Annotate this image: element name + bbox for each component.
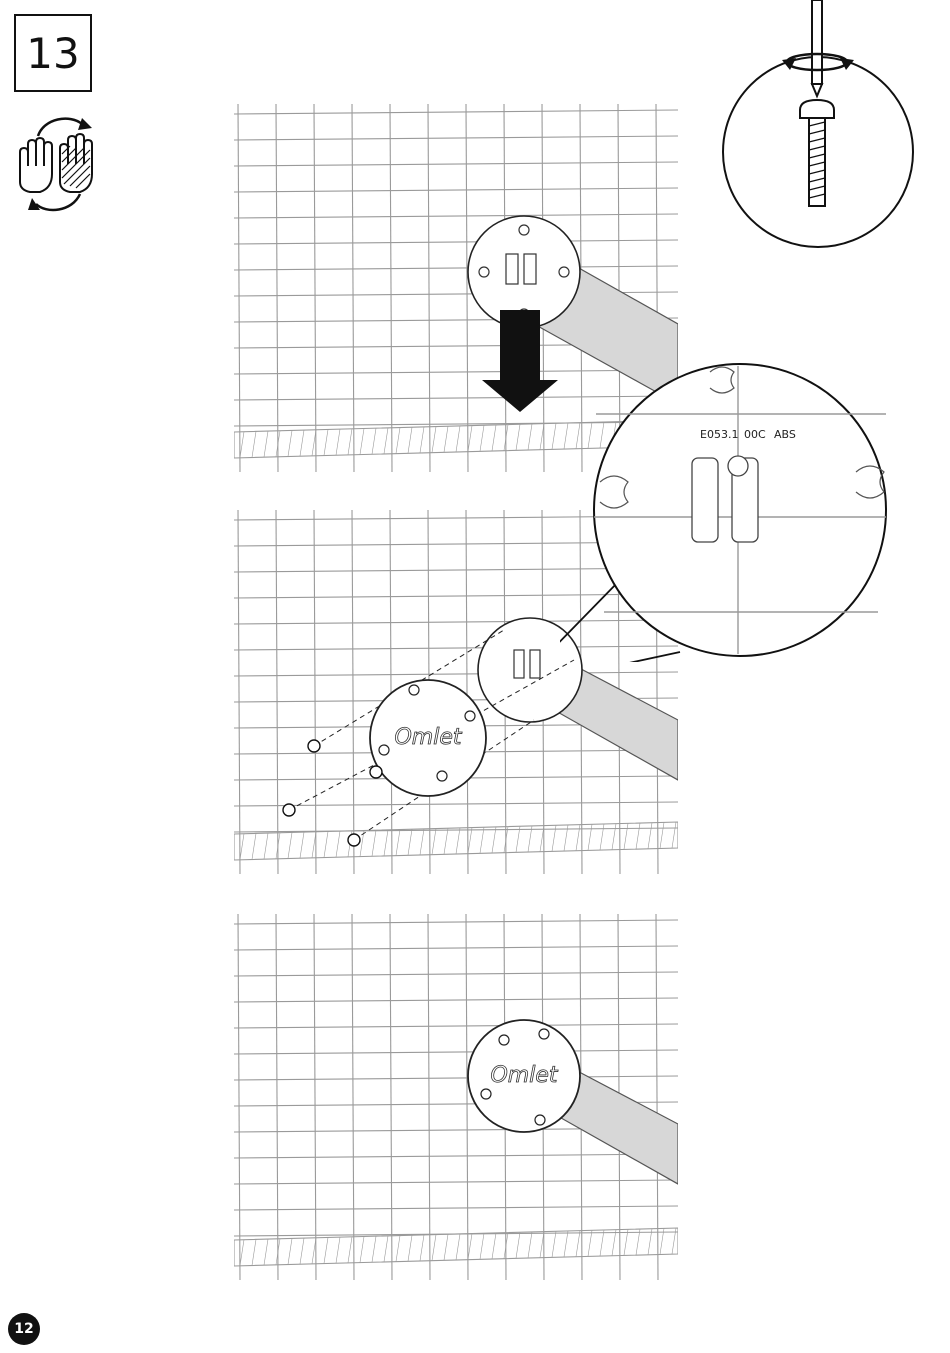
mesh-wire-vertical — [466, 510, 468, 874]
mesh-tray-wire — [516, 826, 520, 852]
mesh-tray-wire — [432, 829, 436, 855]
mesh-wire-vertical — [238, 510, 240, 874]
mesh-tray-wire — [252, 431, 256, 457]
mesh-tray-wire — [612, 824, 616, 850]
mesh-wire-vertical — [276, 914, 278, 1280]
mesh-tray-wire — [240, 432, 244, 458]
mesh-tray-wire — [252, 1239, 256, 1265]
mesh-wire-horizontal — [234, 920, 678, 924]
mesh-tray-wire — [420, 427, 424, 453]
mesh-tray-wire — [420, 1235, 424, 1261]
mesh-tray-wire — [372, 1236, 376, 1262]
mesh-wire-vertical — [656, 914, 658, 1280]
mesh-tray-wire — [264, 833, 268, 859]
mesh-wire-vertical — [276, 104, 278, 472]
mesh-tray-wire — [444, 828, 448, 854]
mesh-tray-wire — [360, 428, 364, 454]
mesh-wire-horizontal — [234, 1050, 678, 1054]
mesh-tray-wire — [408, 1235, 412, 1261]
mesh-tray-wire — [480, 425, 484, 451]
mesh-tray-wire — [468, 1234, 472, 1260]
page-number-badge — [8, 1313, 40, 1345]
mesh-tray-wire — [432, 1235, 436, 1261]
mesh-wire-vertical — [390, 104, 392, 472]
panel-3-final — [234, 914, 678, 1280]
mesh-tray-wire — [576, 1231, 580, 1257]
mesh-tray-wire — [288, 1238, 292, 1264]
mesh-tray-wire — [600, 824, 604, 850]
mesh-tray-wire — [336, 1237, 340, 1263]
mesh-wire-vertical — [314, 104, 316, 472]
mesh-tray-wire — [492, 425, 496, 451]
mesh-tray-wire — [420, 829, 424, 855]
detail-zoom — [560, 362, 890, 662]
mesh-tray-wire — [336, 429, 340, 455]
mesh-tray-wire — [528, 424, 532, 450]
mesh-wire-vertical — [352, 104, 354, 472]
mesh-tray-wire — [552, 423, 556, 449]
mesh-tray-wire — [468, 828, 472, 854]
mesh-tray-wire — [480, 827, 484, 853]
mesh-tray-wire — [300, 1238, 304, 1264]
step-number-box — [14, 14, 92, 92]
mesh-tray-wire — [384, 1236, 388, 1262]
mesh-tray-wire — [612, 1230, 616, 1256]
material-label: ABS — [774, 428, 796, 441]
mesh-tray-wire — [456, 828, 460, 854]
screwdriver-detail — [718, 0, 924, 254]
mesh-tray-wire — [384, 830, 388, 856]
mesh-tray-wire — [444, 1234, 448, 1260]
mesh-tray-wire — [672, 822, 676, 848]
mesh-tray-wire — [240, 834, 244, 860]
mesh-tray-wire — [432, 427, 436, 453]
mesh-tray-wire — [552, 1231, 556, 1257]
cover-brand: Omlet — [394, 725, 462, 750]
step-number: 13 — [26, 28, 80, 78]
mesh-wire-horizontal — [234, 188, 678, 192]
mesh-wire-vertical — [352, 510, 354, 874]
mesh-tray-wire — [408, 427, 412, 453]
mesh-tray-wire — [384, 428, 388, 454]
mesh-tray-wire — [324, 1237, 328, 1263]
mesh-wire-vertical — [238, 914, 240, 1280]
mesh-wire-vertical — [466, 104, 468, 472]
mesh-wire-horizontal — [234, 1180, 678, 1184]
mesh-tray-wire — [264, 1239, 268, 1265]
mesh-wire-vertical — [428, 104, 430, 472]
mesh-wire-vertical — [428, 914, 430, 1280]
mesh-tray-wire — [588, 824, 592, 850]
mesh-wire-horizontal — [234, 110, 678, 114]
mesh-tray-wire — [372, 830, 376, 856]
mesh-wire-horizontal — [234, 266, 678, 270]
mesh-tray-wire — [396, 1236, 400, 1262]
mesh-wire-vertical — [352, 914, 354, 1280]
page-number: 12 — [14, 1321, 34, 1337]
mesh-wire-horizontal — [234, 828, 678, 832]
mesh-wire-horizontal — [234, 1076, 678, 1080]
mesh-tray-wire — [516, 424, 520, 450]
mesh-tray-wire — [624, 823, 628, 849]
mesh-wire-horizontal — [234, 972, 678, 976]
mesh-tray-wire — [396, 830, 400, 856]
mesh-tray-wire — [372, 428, 376, 454]
mesh-tray-wire — [564, 1231, 568, 1257]
mesh-tray-wire — [264, 431, 268, 457]
mesh-tray-wire — [648, 823, 652, 849]
mesh-tray-wire — [240, 1240, 244, 1266]
mesh-tray-wire — [348, 1237, 352, 1263]
mesh-tray-wire — [252, 833, 256, 859]
mesh-tray-wire — [288, 832, 292, 858]
mesh-tray-wire — [348, 429, 352, 455]
mesh-wire-horizontal — [234, 136, 678, 140]
two-hands-rotate-icon — [10, 108, 106, 218]
mesh-wire-horizontal — [234, 1154, 678, 1158]
mesh-wire-horizontal — [234, 214, 678, 218]
mesh-wire-vertical — [390, 914, 392, 1280]
mesh-tray-wire — [528, 1232, 532, 1258]
mesh-wire-vertical — [466, 914, 468, 1280]
mesh-tray-wire — [360, 1236, 364, 1262]
mesh-tray-wire — [492, 827, 496, 853]
mesh-tray-wire — [444, 426, 448, 452]
mesh-wire-vertical — [314, 914, 316, 1280]
mesh-tray-wire — [300, 430, 304, 456]
mesh-tray-wire — [492, 1233, 496, 1259]
mesh-wire-horizontal — [234, 1206, 678, 1210]
mesh-tray-wire — [480, 1233, 484, 1259]
mesh-tray-wire — [600, 1230, 604, 1256]
mesh-tray-wire — [288, 430, 292, 456]
mesh-tray-wire — [636, 1229, 640, 1255]
part-code: E053.1 — [700, 428, 739, 441]
mesh-wire-vertical — [314, 510, 316, 874]
mesh-tray-wire — [588, 1230, 592, 1256]
mesh-tray-wire — [324, 831, 328, 857]
mesh-wire-horizontal — [234, 240, 678, 244]
mesh-tray-wire — [624, 1229, 628, 1255]
mesh-wire-horizontal — [234, 162, 678, 166]
part-code-tail: 00C — [744, 428, 766, 441]
mesh-tray-wire — [516, 1232, 520, 1258]
mesh-tray-wire — [456, 1234, 460, 1260]
mesh-tray-wire — [456, 426, 460, 452]
mesh-tray-wire — [336, 831, 340, 857]
mesh-tray-wire — [324, 429, 328, 455]
mesh-wire-vertical — [238, 104, 240, 472]
mesh-wire-horizontal — [234, 946, 678, 950]
mesh-wire-horizontal — [234, 672, 678, 676]
mesh-tray-wire — [396, 428, 400, 454]
mesh-tray-wire — [636, 823, 640, 849]
mesh-wire-horizontal — [234, 998, 678, 1002]
mesh-tray-wire — [468, 426, 472, 452]
mesh-wire-horizontal — [234, 1024, 678, 1028]
mesh-tray-wire — [300, 832, 304, 858]
cover-brand: Omlet — [490, 1063, 558, 1088]
mesh-tray-wire — [408, 829, 412, 855]
mesh-tray-wire — [660, 822, 664, 848]
mesh-wire-vertical — [276, 510, 278, 874]
